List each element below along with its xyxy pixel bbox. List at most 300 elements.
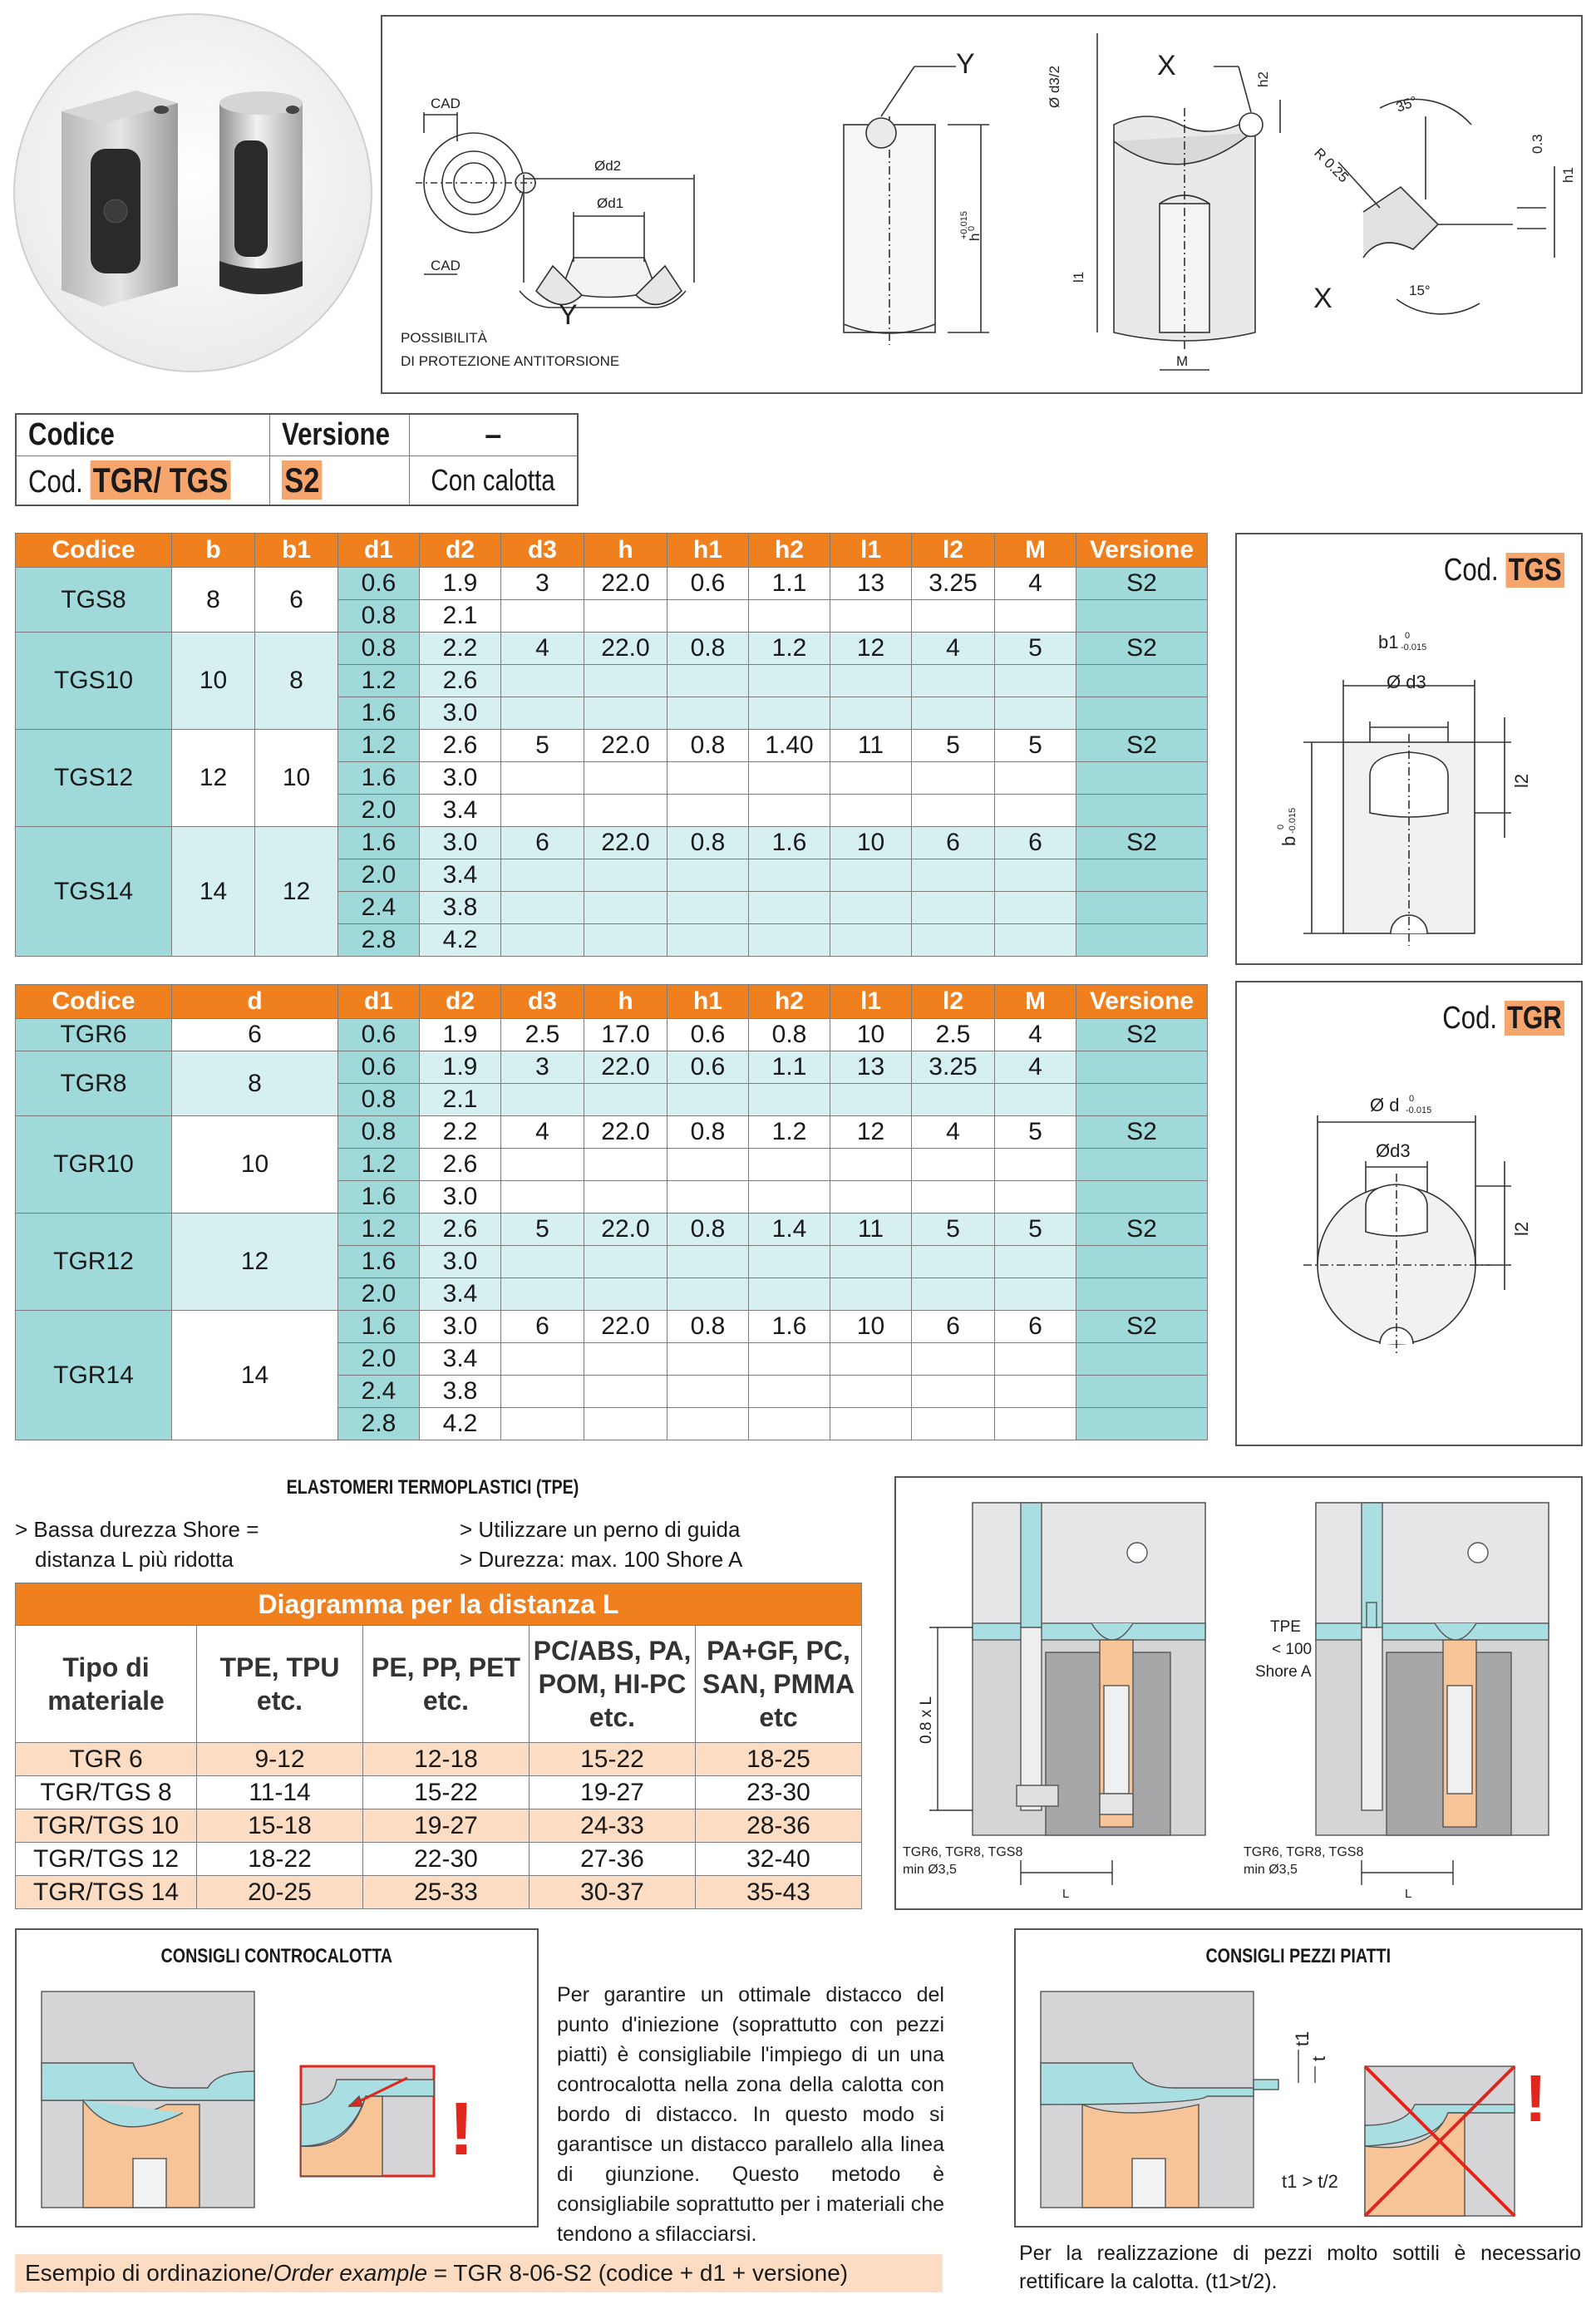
d-cell: 8 (172, 1051, 338, 1116)
h-cell (584, 1408, 667, 1440)
material-table-title: Diagramma per la distanza L (16, 1583, 862, 1626)
d3-cell: 4 (501, 1116, 584, 1149)
h-cell: 22.0 (584, 1311, 667, 1343)
d1-cell: 0.6 (338, 1019, 420, 1051)
tgs-b1-label: b1 (1378, 632, 1399, 652)
d1-cell: 0.6 (338, 568, 420, 600)
M-cell (995, 892, 1076, 924)
table-row (16, 730, 1208, 762)
l2-cell (912, 1278, 995, 1311)
l1-cell (830, 600, 912, 633)
material-cell: TGR/TGS 8 (16, 1776, 197, 1809)
cod-prefix: Cod. (28, 464, 83, 500)
column-header: d2 (420, 985, 501, 1019)
d1-cell: 1.6 (338, 1181, 420, 1214)
M-cell (995, 697, 1076, 730)
l2-cell: 3.25 (912, 1051, 995, 1084)
l2-cell (912, 697, 995, 730)
d2-cell: 3.4 (420, 1278, 501, 1311)
advice-left-title: CONSIGLI CONTROCALOTTA (160, 1945, 393, 1967)
d2-cell: 3.0 (420, 1246, 501, 1278)
h2-cell (749, 665, 830, 697)
l2-cell (912, 1246, 995, 1278)
h1-cell: 0.8 (667, 633, 749, 665)
h-cell (584, 697, 667, 730)
h2-cell (749, 762, 830, 795)
M-cell (995, 1084, 1076, 1116)
advice-right-excl: ! (1525, 2061, 1547, 2135)
M-cell: 4 (995, 1051, 1076, 1084)
d3-cell (501, 600, 584, 633)
version-cell: S2 (1076, 633, 1208, 665)
h2-cell: 1.40 (749, 730, 830, 762)
material-cell: 19-27 (363, 1809, 530, 1843)
h2-cell (749, 1376, 830, 1408)
material-row (16, 1776, 862, 1809)
l1-cell (830, 697, 912, 730)
material-cell: 19-27 (530, 1776, 696, 1809)
l1-cell: 13 (830, 568, 912, 600)
d1-cell: 2.8 (338, 924, 420, 957)
column-header: d3 (501, 534, 584, 568)
mold-tpe-label-1: TPE (1270, 1618, 1301, 1636)
d2-cell: 3.4 (420, 859, 501, 892)
material-cell: TGR/TGS 10 (16, 1809, 197, 1843)
d1-cell: 1.6 (338, 762, 420, 795)
h1-cell: 0.8 (667, 827, 749, 859)
l2-cell: 4 (912, 633, 995, 665)
cad-bottom-label: CAD (431, 258, 461, 273)
desc-cell: Con calotta (409, 455, 578, 505)
column-header: h2 (749, 985, 830, 1019)
h-cell: 22.0 (584, 730, 667, 762)
x-small-label: X (1313, 283, 1332, 314)
d3-cell (501, 1343, 584, 1376)
h2-cell (749, 697, 830, 730)
h2-cell: 1.4 (749, 1214, 830, 1246)
h2-cell (749, 924, 830, 957)
material-cell: TGR/TGS 12 (16, 1843, 197, 1876)
controcalotta-paragraph: Per garantire un ottimale distacco del punto d'iniezione (soprattutto con pezzi piatti) è consigliabile l'impiego di un una controcalotta nella zona della calotta con bordo di distacco. In questo modo si garantisce un distacco parallelo alla linea di giunzione. Questo metodo è consigliabile soprattutto per i materiali che tendono a sfilacciarsi. (557, 1983, 944, 2246)
mold-left-min-label: min Ø3,5 (903, 1863, 957, 1877)
material-cell: 35-43 (696, 1876, 862, 1909)
mold-tpe-label-2: < 100 (1272, 1641, 1313, 1658)
material-column-header: PA+GF, PC, SAN, PMMA etc (696, 1626, 862, 1743)
tpe-bullet-3: > Durezza: max. 100 Shore A (460, 1547, 743, 1572)
x-big-label: X (1157, 50, 1176, 81)
version-cell (1076, 665, 1208, 697)
l2-cell (912, 795, 995, 827)
note-line2: DI PROTEZIONE ANTITORSIONE (401, 353, 620, 369)
d2-cell: 2.6 (420, 1214, 501, 1246)
d2-cell: 3.0 (420, 1311, 501, 1343)
dash-head-cell: – (409, 414, 578, 455)
tgr-d-label: Ø d (1370, 1095, 1400, 1115)
h2-cell: 1.6 (749, 827, 830, 859)
d2-cell: 2.1 (420, 600, 501, 633)
h-cell: 17.0 (584, 1019, 667, 1051)
h2-cell (749, 795, 830, 827)
material-column-header: TPE, TPU etc. (197, 1626, 363, 1743)
h1-cell (667, 1376, 749, 1408)
M-cell (995, 924, 1076, 957)
h-cell (584, 1343, 667, 1376)
d3-half-label: Ø d3/2 (1047, 65, 1062, 108)
M-cell: 5 (995, 633, 1076, 665)
l1-label: l1 (1071, 271, 1086, 283)
d2-cell: 3.0 (420, 1181, 501, 1214)
version-cell (1076, 600, 1208, 633)
dim-03-label: 0.3 (1530, 134, 1545, 154)
M-cell: 6 (995, 1311, 1076, 1343)
h2-cell (749, 600, 830, 633)
version-cell (1076, 1343, 1208, 1376)
column-header: d (172, 985, 338, 1019)
d1-cell: 2.0 (338, 1278, 420, 1311)
d3-cell (501, 1084, 584, 1116)
top-technical-drawing (381, 15, 1583, 394)
M-cell (995, 1246, 1076, 1278)
d1-cell: 2.4 (338, 892, 420, 924)
M-cell (995, 1278, 1076, 1311)
column-header: l1 (830, 985, 912, 1019)
material-row (16, 1809, 862, 1843)
t-rule-label: t1 > t/2 (1282, 2171, 1338, 2192)
l1-cell: 10 (830, 827, 912, 859)
M-cell: 4 (995, 568, 1076, 600)
mold-right-tgr-label: TGR6, TGR8, TGS8 (1244, 1845, 1364, 1859)
d3-cell (501, 1149, 584, 1181)
column-header: h2 (749, 534, 830, 568)
d3-cell (501, 762, 584, 795)
h1-cell (667, 795, 749, 827)
h-cell (584, 924, 667, 957)
material-cell: 23-30 (696, 1776, 862, 1809)
tgs-drawing (1235, 533, 1583, 965)
l1-cell (830, 1343, 912, 1376)
h1-cell (667, 1343, 749, 1376)
mold-right-l-label: L (1405, 1887, 1412, 1901)
M-cell: 4 (995, 1019, 1076, 1051)
l1-cell (830, 1408, 912, 1440)
l1-cell (830, 1181, 912, 1214)
h2-cell: 1.1 (749, 1051, 830, 1084)
version-cell (1076, 1376, 1208, 1408)
tgr-l2-label: l2 (1511, 1221, 1532, 1236)
h2-cell: 1.2 (749, 1116, 830, 1149)
h2-label: h2 (1255, 71, 1271, 87)
h-cell (584, 1084, 667, 1116)
b-cell: 12 (172, 730, 255, 827)
l2-cell (912, 892, 995, 924)
radius-label: R 0.25 (1311, 145, 1352, 186)
version-cell (1076, 762, 1208, 795)
l1-cell (830, 924, 912, 957)
l2-cell (912, 600, 995, 633)
l2-cell: 2.5 (912, 1019, 995, 1051)
d-cell: 6 (172, 1019, 338, 1051)
version-cell: S2 (1076, 568, 1208, 600)
l1-cell: 11 (830, 1214, 912, 1246)
h-tol-lower: 0 (967, 225, 977, 231)
code-cell: TGS10 (16, 633, 172, 730)
M-cell: 5 (995, 1116, 1076, 1149)
l1-cell (830, 762, 912, 795)
M-cell: 6 (995, 827, 1076, 859)
column-header: d2 (420, 534, 501, 568)
h-cell (584, 1181, 667, 1214)
h2-cell (749, 859, 830, 892)
d1-cell: 0.8 (338, 1084, 420, 1116)
table-row (16, 827, 1208, 859)
material-cell: 32-40 (696, 1843, 862, 1876)
d1-cell: 1.2 (338, 730, 420, 762)
d-cell: 12 (172, 1214, 338, 1311)
version-cell (1076, 859, 1208, 892)
M-cell (995, 1343, 1076, 1376)
l2-cell (912, 924, 995, 957)
table-row (16, 1051, 1208, 1084)
angle-15-label: 15° (1409, 283, 1431, 298)
d3-cell: 3 (501, 568, 584, 600)
h2-cell (749, 1343, 830, 1376)
column-header: h1 (667, 534, 749, 568)
code-cell: TGS12 (16, 730, 172, 827)
tgs-l2-label: l2 (1511, 773, 1532, 788)
code-cell: TGS8 (16, 568, 172, 633)
l1-cell: 10 (830, 1019, 912, 1051)
d-cell: 14 (172, 1311, 338, 1440)
h-cell (584, 859, 667, 892)
d2-cell: 2.2 (420, 1116, 501, 1149)
column-header: d1 (338, 985, 420, 1019)
d3-cell: 5 (501, 1214, 584, 1246)
l1-cell: 13 (830, 1051, 912, 1084)
h1-cell: 0.8 (667, 1116, 749, 1149)
tgs-cod-title: Cod. TGS (1417, 553, 1564, 588)
material-cell: 15-22 (530, 1743, 696, 1776)
h1-cell: 0.8 (667, 730, 749, 762)
advice-controcalotta (15, 1928, 539, 2228)
h1-cell (667, 697, 749, 730)
h1-cell: 0.8 (667, 1311, 749, 1343)
code-value-cell (16, 455, 269, 505)
h1-cell: 0.6 (667, 1019, 749, 1051)
b-cell: 10 (172, 633, 255, 730)
code-cell: TGR6 (16, 1019, 172, 1051)
l1-cell (830, 1376, 912, 1408)
h1-cell (667, 762, 749, 795)
d2-cell: 3.4 (420, 795, 501, 827)
material-cell: 24-33 (530, 1809, 696, 1843)
h2-cell (749, 1149, 830, 1181)
tgr-d-tol: 0 (1409, 1094, 1415, 1104)
d1-cell: 2.0 (338, 795, 420, 827)
d3-cell (501, 1246, 584, 1278)
h1-cell (667, 1084, 749, 1116)
b1-cell: 8 (255, 633, 338, 730)
version-cell: S2 (1076, 1311, 1208, 1343)
advice-right-title: CONSIGLI PEZZI PIATTI (1205, 1945, 1392, 1967)
version-cell (1076, 697, 1208, 730)
d1-cell: 0.8 (338, 633, 420, 665)
y-small-label: Y (956, 48, 975, 80)
column-header: h1 (667, 985, 749, 1019)
b-cell: 8 (172, 568, 255, 633)
l1-cell (830, 892, 912, 924)
table-row (16, 633, 1208, 665)
h1-cell (667, 1246, 749, 1278)
d3-cell (501, 1278, 584, 1311)
h-cell (584, 1376, 667, 1408)
l1-cell (830, 665, 912, 697)
d2-cell: 1.9 (420, 1051, 501, 1084)
version-cell (1076, 1181, 1208, 1214)
d3-cell (501, 795, 584, 827)
material-row (16, 1743, 862, 1776)
h1-label: h1 (1560, 167, 1576, 183)
h2-cell (749, 1246, 830, 1278)
h2-cell: 1.2 (749, 633, 830, 665)
material-row (16, 1843, 862, 1876)
product-photo (12, 12, 374, 374)
material-cell: 18-22 (197, 1843, 363, 1876)
material-column-header: PC/ABS, PA, POM, HI-PC etc. (530, 1626, 696, 1743)
material-cell: 12-18 (363, 1743, 530, 1776)
tgr-drawing (1235, 981, 1583, 1446)
t1-label: t1 (1292, 2031, 1313, 2046)
code-cell: TGR12 (16, 1214, 172, 1311)
material-cell: 30-37 (530, 1876, 696, 1909)
d1-cell: 0.8 (338, 1116, 420, 1149)
l2-cell (912, 1084, 995, 1116)
h-cell (584, 1246, 667, 1278)
l2-cell (912, 1343, 995, 1376)
l1-cell: 10 (830, 1311, 912, 1343)
l1-cell (830, 1149, 912, 1181)
h-cell: 22.0 (584, 827, 667, 859)
table-row (16, 1214, 1208, 1246)
d3-cell: 2.5 (501, 1019, 584, 1051)
d2-cell: 2.6 (420, 730, 501, 762)
h1-cell (667, 1181, 749, 1214)
h2-cell (749, 892, 830, 924)
column-header: d1 (338, 534, 420, 568)
l1-cell (830, 1246, 912, 1278)
l2-cell (912, 762, 995, 795)
mold-tpe-label-3: Shore A (1255, 1663, 1312, 1681)
d3-cell (501, 924, 584, 957)
tgs-b1-tol2: -0.015 (1401, 642, 1427, 652)
d3-cell (501, 697, 584, 730)
d1-cell: 1.2 (338, 1149, 420, 1181)
l1-cell (830, 859, 912, 892)
cad-top-label: CAD (431, 96, 461, 111)
column-header: M (995, 534, 1076, 568)
M-cell (995, 859, 1076, 892)
code-cell: TGR10 (16, 1116, 172, 1214)
cod-value: TGR/ TGS (90, 460, 230, 500)
material-cell: 20-25 (197, 1876, 363, 1909)
column-header: b1 (255, 534, 338, 568)
tgr-d-tol2: -0.015 (1406, 1105, 1432, 1115)
d3-cell (501, 1376, 584, 1408)
version-cell: S2 (1076, 1214, 1208, 1246)
column-header: l1 (830, 534, 912, 568)
h1-cell (667, 892, 749, 924)
tgs-b-label: b (1278, 835, 1299, 846)
l1-cell: 12 (830, 633, 912, 665)
M-cell: 5 (995, 1214, 1076, 1246)
l1-cell (830, 795, 912, 827)
h1-cell (667, 1149, 749, 1181)
tgr-d3-label: Ød3 (1376, 1140, 1411, 1161)
d1-cell: 2.4 (338, 1376, 420, 1408)
h2-cell (749, 1181, 830, 1214)
d3-cell (501, 859, 584, 892)
mold-left-l-label: L (1062, 1887, 1070, 1901)
h1-cell: 0.8 (667, 1214, 749, 1246)
M-cell (995, 1149, 1076, 1181)
tpe-bullet-1: > Bassa durezza Shore = distanza L più ridotta (15, 1517, 259, 1572)
version-head-cell: Versione (269, 414, 409, 455)
mold-left-tgr-label: TGR6, TGR8, TGS8 (903, 1845, 1023, 1859)
d2-cell: 3.8 (420, 892, 501, 924)
d1-cell: 0.6 (338, 1051, 420, 1084)
column-header: l2 (912, 534, 995, 568)
order-suffix: = TGR 8-06-S2 (codice + d1 + versione) (427, 2260, 849, 2286)
material-cell: 28-36 (696, 1809, 862, 1843)
d2-cell: 3.4 (420, 1343, 501, 1376)
h-cell: 22.0 (584, 568, 667, 600)
d1-cell: 1.6 (338, 1311, 420, 1343)
h2-cell (749, 1278, 830, 1311)
d-cell: 10 (172, 1116, 338, 1214)
table-row (16, 1019, 1208, 1051)
tgs-b1-tol: 0 (1405, 631, 1411, 641)
d1-cell: 0.8 (338, 600, 420, 633)
l2-cell (912, 859, 995, 892)
h1-cell: 0.6 (667, 568, 749, 600)
order-italic: Order example (273, 2260, 428, 2286)
footer-right-note: Per la realizzazione di pezzi molto sottili è necessario rettificare la calotta. (t1>t/2). (1019, 2242, 1581, 2293)
material-cell: 15-18 (197, 1809, 363, 1843)
material-cell: 15-22 (363, 1776, 530, 1809)
version-cell (1076, 1084, 1208, 1116)
column-header: Codice (16, 985, 172, 1019)
M-cell (995, 762, 1076, 795)
material-cell: 11-14 (197, 1776, 363, 1809)
h-cell: 22.0 (584, 633, 667, 665)
column-header: Codice (16, 534, 172, 568)
table-row (16, 1311, 1208, 1343)
column-header: Versione (1076, 534, 1208, 568)
code-version-table (15, 413, 579, 506)
d2-cell: 4.2 (420, 924, 501, 957)
h2-cell (749, 1408, 830, 1440)
l1-cell (830, 1084, 912, 1116)
d2-cell: 2.2 (420, 633, 501, 665)
h1-cell (667, 859, 749, 892)
d3-cell (501, 892, 584, 924)
column-header: M (995, 985, 1076, 1019)
material-cell: 25-33 (363, 1876, 530, 1909)
column-header: d3 (501, 985, 584, 1019)
d2-cell: 2.1 (420, 1084, 501, 1116)
h-cell: 22.0 (584, 1051, 667, 1084)
column-header: h (584, 534, 667, 568)
l2-cell (912, 665, 995, 697)
